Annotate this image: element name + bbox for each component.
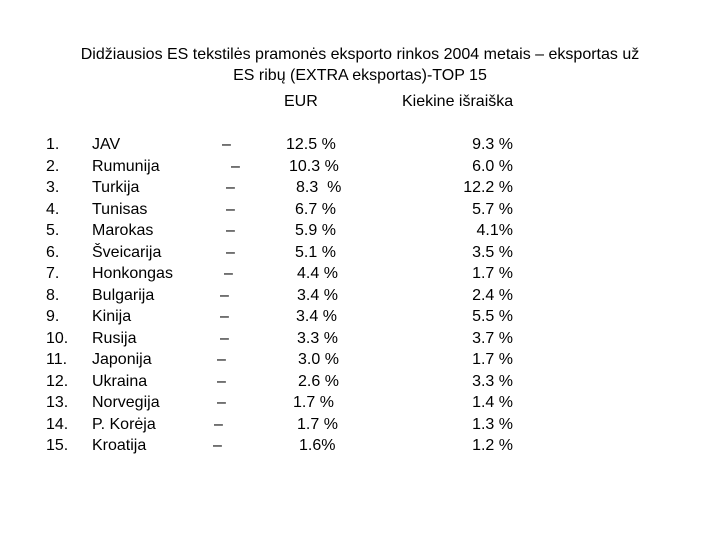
country-name: JAV [92, 136, 121, 153]
quantity-share: 3.5 % [472, 243, 513, 261]
eur-share: 5.9 % [295, 222, 336, 239]
eur-share: 5.1 % [295, 243, 336, 261]
quantity-share: 1.4 % [472, 394, 513, 411]
dash-separator: – [217, 351, 226, 368]
dash-separator: – [222, 136, 231, 153]
rank-number: 9. [46, 308, 60, 325]
dash-separator: – [220, 329, 229, 347]
title-line-2: ES ribų (EXTRA eksportas)-TOP 15 [233, 67, 487, 84]
dash-separator: – [226, 179, 235, 196]
header-quantity: Kiekine išraiška [402, 93, 514, 110]
eur-share: 8.3 % [296, 179, 342, 196]
quantity-share: 3.3 % [472, 372, 513, 390]
quantity-share: 1.2 % [472, 437, 513, 454]
quantity-share: 1.3 % [472, 415, 513, 433]
dash-separator: – [224, 265, 233, 282]
quantity-share: 5.5 % [472, 308, 513, 325]
quantity-share: 4.1% [476, 222, 513, 239]
header-eur: EUR [284, 93, 318, 110]
country-name: Japonija [92, 351, 152, 368]
eur-share: 3.3 % [297, 329, 338, 347]
country-name: Šveicarija [92, 243, 162, 261]
rank-number: 15. [46, 437, 69, 454]
rank-number: 2. [46, 157, 60, 175]
country-name: Honkongas [92, 265, 173, 282]
title-line-1: Didžiausios ES tekstilės pramonės eksporto rinkos 2004 metais – eksportas už [80, 46, 640, 63]
list-item [0, 242, 720, 264]
dash-separator: – [217, 394, 226, 411]
quantity-share: 1.7 % [472, 351, 513, 368]
country-name: Turkija [92, 179, 140, 196]
dash-separator: – [217, 372, 226, 390]
quantity-share: 6.0 % [472, 157, 513, 175]
dash-separator: – [214, 415, 223, 433]
rank-number: 12. [46, 372, 69, 390]
list-item [0, 199, 720, 221]
quantity-share: 1.7 % [472, 265, 513, 282]
list-item [0, 392, 720, 414]
rank-number: 6. [46, 243, 60, 261]
slide-title [20, 44, 700, 86]
country-name: Marokas [92, 222, 154, 239]
quantity-share: 3.7 % [472, 329, 513, 347]
rank-number: 8. [46, 286, 60, 304]
list-item [0, 414, 720, 436]
list-item [0, 134, 720, 156]
list-item [0, 177, 720, 199]
eur-share: 1.7 % [297, 415, 338, 433]
quantity-share: 5.7 % [472, 200, 513, 218]
rank-number: 10. [46, 329, 69, 347]
country-name: Norvegija [92, 394, 160, 411]
dash-separator: – [231, 157, 240, 175]
list-item [0, 220, 720, 242]
rank-number: 7. [46, 265, 60, 282]
eur-share: 1.7 % [293, 394, 334, 411]
country-name: Rumunija [92, 157, 160, 175]
list-item [0, 156, 720, 178]
eur-share: 2.6 % [298, 372, 339, 390]
dash-separator: – [213, 437, 222, 454]
eur-share: 3.4 % [296, 308, 337, 325]
country-name: P. Korėja [92, 415, 156, 433]
country-name: Bulgarija [92, 286, 155, 304]
rank-number: 4. [46, 200, 60, 218]
ranking-list [0, 134, 720, 457]
list-item [0, 349, 720, 371]
rank-number: 1. [46, 136, 60, 153]
rank-number: 13. [46, 394, 69, 411]
quantity-share: 12.2 % [463, 179, 513, 196]
country-name: Ukraina [92, 372, 148, 390]
list-item [0, 371, 720, 393]
eur-share: 6.7 % [295, 200, 336, 218]
eur-share: 3.0 % [298, 351, 339, 368]
rank-number: 14. [46, 415, 69, 433]
quantity-share: 9.3 % [472, 136, 513, 153]
rank-number: 3. [46, 179, 60, 196]
rank-number: 11. [46, 351, 68, 368]
dash-separator: – [220, 308, 229, 325]
dash-separator: – [220, 286, 229, 304]
country-name: Kroatija [92, 437, 147, 454]
list-item [0, 263, 720, 285]
eur-share: 3.4 % [297, 286, 338, 304]
dash-separator: – [226, 222, 235, 239]
country-name: Tunisas [92, 200, 148, 218]
dash-separator: – [226, 243, 235, 261]
dash-separator: – [226, 200, 235, 218]
list-item [0, 285, 720, 307]
eur-share: 4.4 % [297, 265, 338, 282]
list-item [0, 306, 720, 328]
eur-share: 10.3 % [289, 157, 339, 175]
list-item [0, 435, 720, 457]
eur-share: 12.5 % [286, 136, 336, 153]
country-name: Kinija [92, 308, 132, 325]
rank-number: 5. [46, 222, 60, 239]
country-name: Rusija [92, 329, 137, 347]
list-item [0, 328, 720, 350]
quantity-share: 2.4 % [472, 286, 513, 304]
eur-share: 1.6% [299, 437, 336, 454]
